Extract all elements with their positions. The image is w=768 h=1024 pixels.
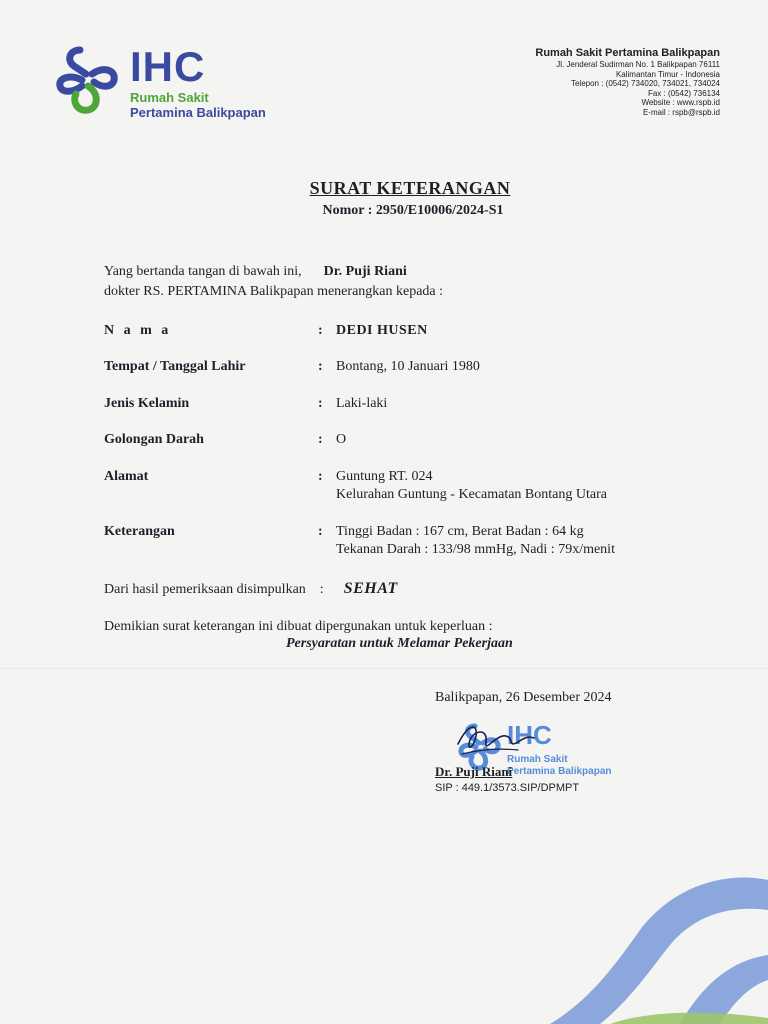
- address-line: Kalimantan Timur - Indonesia: [615, 69, 720, 79]
- signer-name: Dr. Puji Riani: [435, 764, 513, 779]
- field-colon: :: [318, 323, 323, 338]
- stamp-wordmark: IHC: [507, 720, 552, 750]
- stamp-subtitle-2: Pertamina Balikpapan: [507, 766, 612, 777]
- field-colon: :: [318, 524, 323, 539]
- website-line: Website : www.rspb.id: [641, 98, 720, 107]
- address-line: Jl. Jenderal Sudirman No. 1 Balikpapan 76111: [556, 60, 720, 69]
- hospital-name: Rumah Sakit Pertamina Balikpapan: [535, 47, 720, 59]
- document-title: SURAT KETERANGAN: [309, 178, 511, 198]
- email-line: E-mail : rspb@rspb.id: [642, 107, 720, 117]
- field-label: Golongan Darah: [104, 432, 204, 447]
- field-label: Tempat / Tanggal Lahir: [104, 359, 246, 374]
- conclusion-colon: :: [319, 582, 324, 597]
- signature-scribble: [448, 714, 538, 764]
- intro-line-2: dokter RS. PERTAMINA Balikpapan menerangkan kepada :: [104, 284, 444, 299]
- fax-line: Fax : (0542) 736134: [647, 88, 720, 98]
- signer-sip: SIP : 449.1/3573.SIP/DPMPT: [435, 782, 580, 794]
- hospital-address-block: [535, 46, 720, 117]
- purpose-line-2: Persyaratan untuk Melamar Pekerjaan: [286, 636, 513, 651]
- logo-wordmark: IHC: [130, 43, 206, 90]
- logo-subtitle-2: Pertamina Balikpapan: [130, 105, 266, 120]
- field-value: Tinggi Badan : 167 cm, Berat Badan : 64 kg: [336, 524, 584, 539]
- hospital-logo: [52, 44, 282, 124]
- purpose-line-1: Demikian surat keterangan ini dibuat dipergunakan untuk keperluan :: [104, 619, 493, 634]
- intro-text: Yang bertanda tangan di bawah ini,: [104, 264, 302, 279]
- document-number: Nomor : 2950/E10006/2024-S1: [322, 203, 504, 218]
- field-value-line-2: Tekanan Darah : 133/98 mmHg, Nadi : 79x/menit: [336, 542, 615, 557]
- field-value-line-2: Kelurahan Guntung - Kecamatan Bontang Utara: [336, 487, 607, 502]
- field-colon: :: [318, 359, 323, 374]
- field-colon: :: [318, 469, 323, 484]
- field-label: Alamat: [104, 469, 149, 484]
- stamp-subtitle-1: Rumah Sakit: [507, 754, 568, 765]
- field-value: Bontang, 10 Januari 1980: [336, 359, 480, 374]
- conclusion-line: [104, 580, 398, 598]
- conclusion-result: SEHAT: [343, 580, 398, 597]
- field-colon: :: [318, 396, 323, 411]
- field-value: Guntung RT. 024: [336, 469, 433, 484]
- logo-subtitle-1: Rumah Sakit: [130, 90, 209, 105]
- place-date: Balikpapan, 26 Desember 2024: [435, 690, 612, 705]
- field-value: O: [336, 432, 347, 447]
- field-value: Laki-laki: [336, 396, 388, 411]
- field-colon: :: [318, 432, 323, 447]
- field-value: DEDI HUSEN: [336, 323, 428, 338]
- ihc-logo-icon: [52, 44, 122, 116]
- phone-line: Telepon : (0542) 734020, 734021, 734024: [570, 79, 720, 88]
- intro-line-1: [104, 264, 407, 280]
- field-label: N a m a: [104, 323, 172, 338]
- field-label: Keterangan: [104, 524, 175, 539]
- field-label: Jenis Kelamin: [104, 396, 190, 411]
- conclusion-text: Dari hasil pemeriksaan disimpulkan: [104, 582, 306, 597]
- paper-fold: [0, 668, 768, 669]
- decorative-wave: [520, 860, 768, 1024]
- doctor-name: Dr. Puji Riani: [323, 264, 407, 279]
